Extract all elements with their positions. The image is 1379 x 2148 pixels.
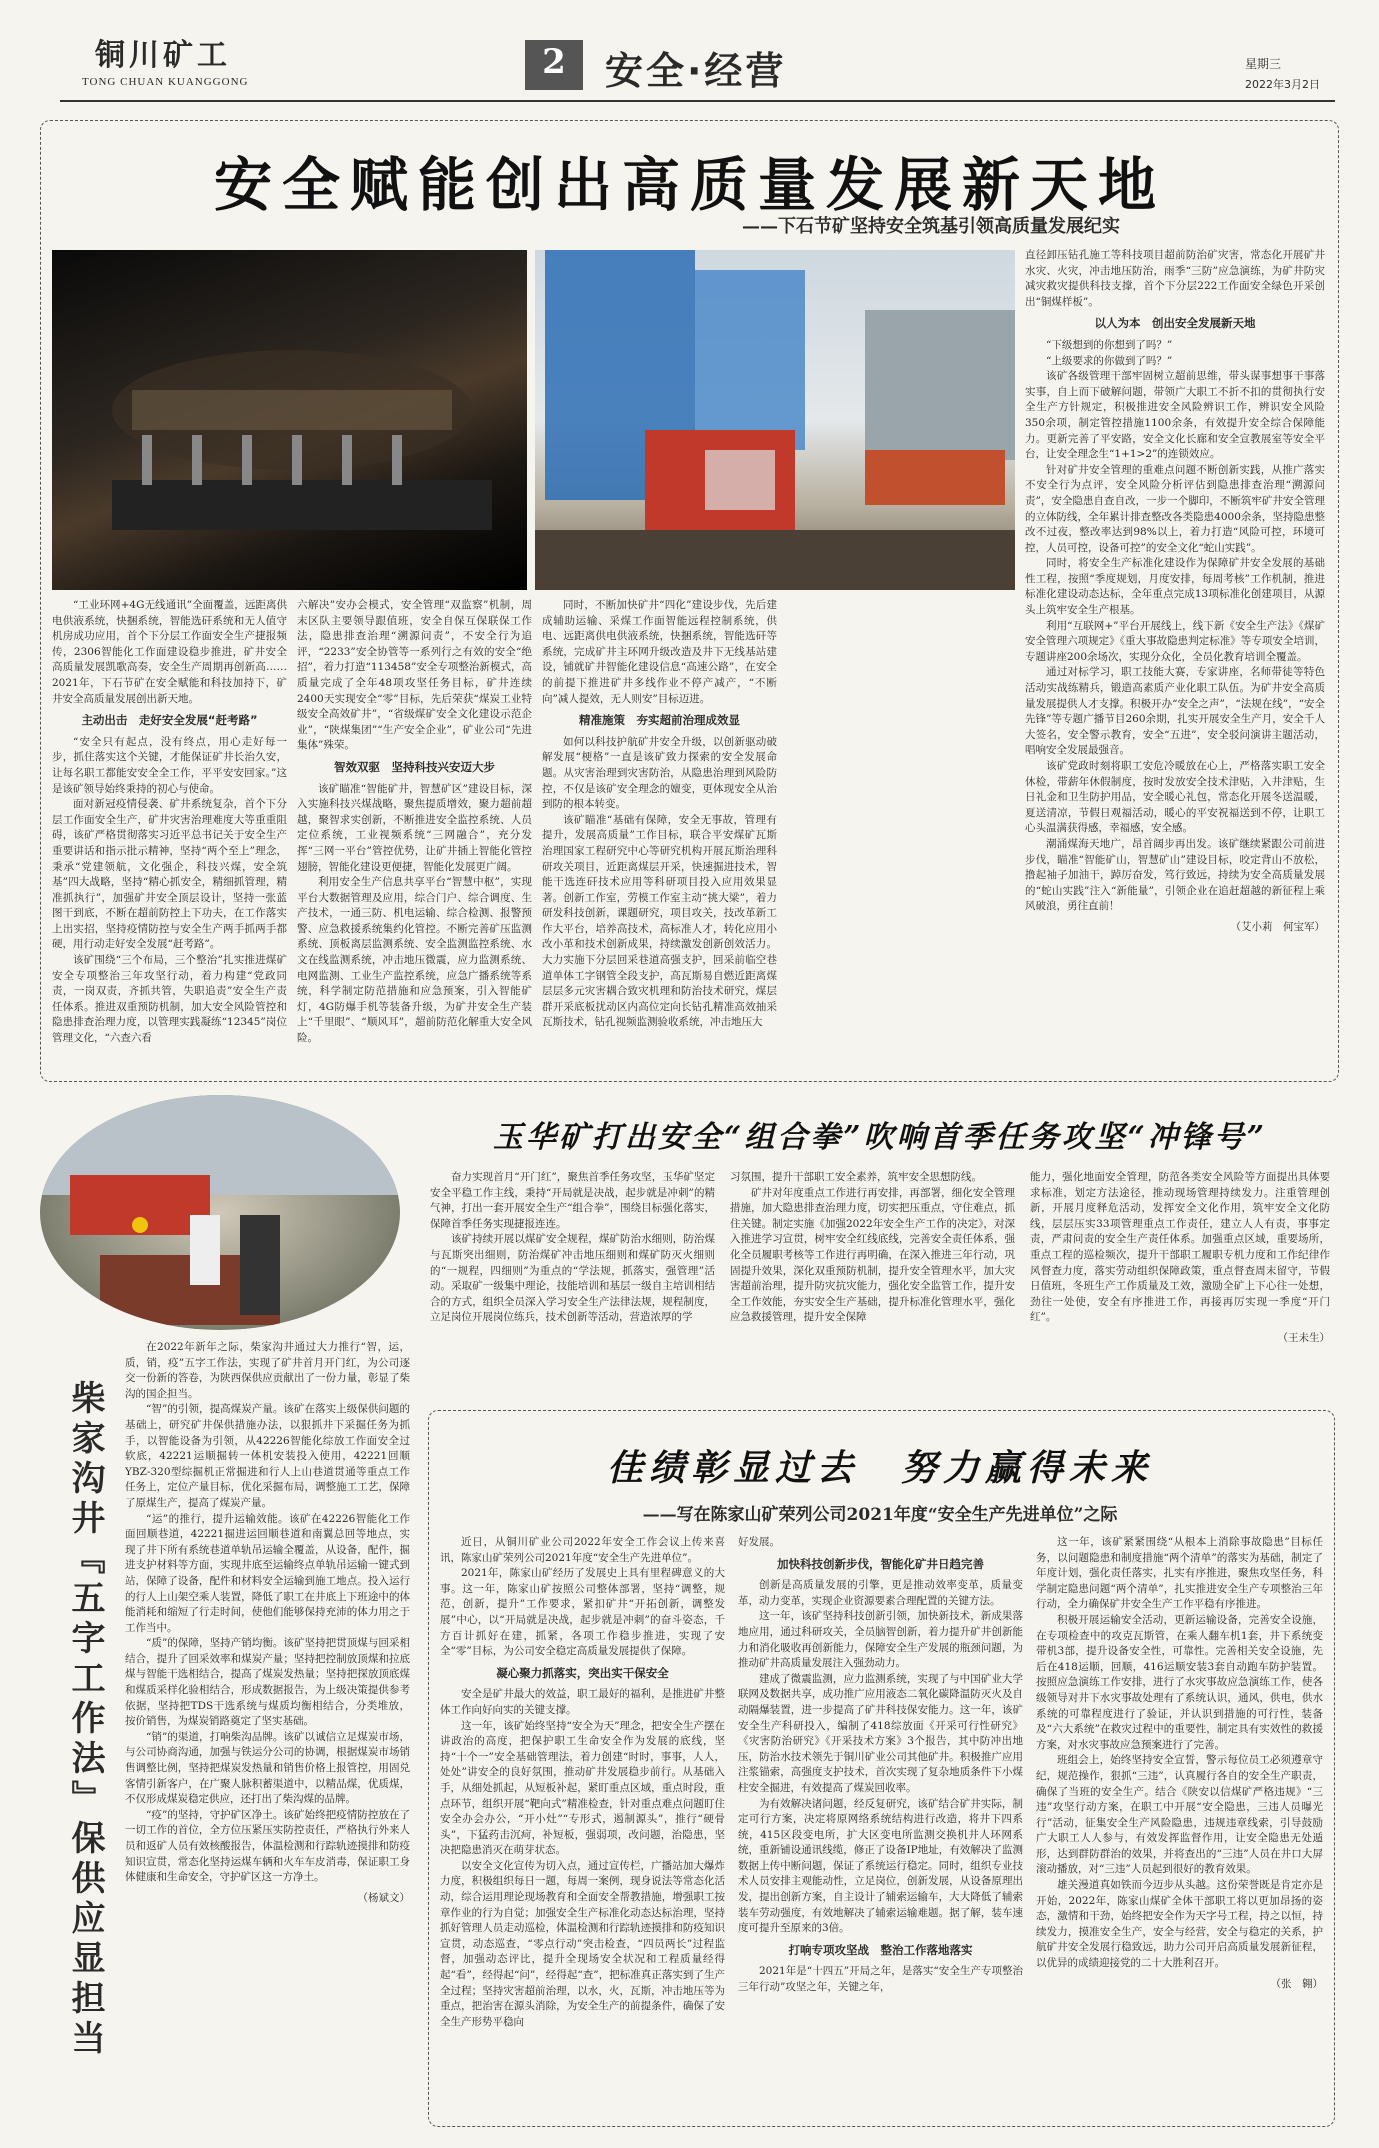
chenjiashan-paragraph: 班组会上，始终坚持安全宣誓，警示每位员工必须遵章守纪，规范操作，狠抓“三违”，认真履行各自的安全生产职责，确保了当班的安全生产。结合《陕安以信煤矿严格违规》“三违”攻坚行动方案，在职工中开展“安全隐患，三违人员曝光行”活动，征集安全生产风险隐患，违规违章线索，引导鼓励广大职工人人参与，有效发挥监督作用，让安全隐患无处遁形，达到群防群治的效果，并将查出的“三违”人员在井口大屏滚动播放，对“三违”人员起到很好的教育效果。 <box>1036 1754 1323 1876</box>
chenjiashan-paragraph: 以安全文化宣传为切入点，通过宣传栏，广播站加大爆炸力度，积极组织每日一题，每周一案例，现身说法等常态化活动，综合运用理论现场教育和全面安全帮教措施，增强职工按章作业的行为自觉；加强安全生产标准化动态达标治理，坚持抓好管理人员走动巡检，体温检测和行踪轨迹摸排和防疫知识宣贯，动态巡查，“零点行动”突击检查，“四员两长”过程监督，加强动态评比，提升全现场安全状况和工程质量经得起“看”，经得起“问”，经得起“查”，把标准真正落实到了生产全过程；坚持灾害超前治理，以水，火，瓦斯，冲击地压等为重点，把治害在源头消除，为安全生产的前提条件，确保了安全生产形势平稳向 <box>440 1859 725 2028</box>
paper-name-pinyin: TONG CHUAN KUANGGONG <box>82 76 249 88</box>
lead-paragraph: “安全只有起点，没有终点，用心走好每一步，抓住落实这个关键，才能保证矿井长治久安，让每名职工都能安安全全工作，平平安安回家。”这是该矿领导始终秉持的初心与使命。 <box>52 735 287 795</box>
lead-section-heading: 智效双驱 坚持科技兴安迈大步 <box>334 759 495 774</box>
chaijia-vertical-headline: 柴家沟井『五字工作法』保供应显担当 <box>65 1380 105 2060</box>
chenjiashan-paragraph: 这一年，该矿坚持科技创新引领，加快新技术，新成果落地应用，通过科研攻关，全员脑智创新，着力提升矿井创新能力和消化吸收再创新能力，保障安全生产发展的瓶颈问题，为推动矿井高质量发展注入强劲动力。 <box>738 1610 1023 1670</box>
chaijia-paragraph: “销”的渠道，打响柴沟品牌。该矿以诚信立足煤炭市场，与公司协商沟通，加强与铁运分公司的协调，根据煤炭市场销售调整比例，坚持把煤炭发热量和销售价格上报管控，用固兑客情引新客户，在广聚人脉积蓄渠道中，以精品煤，优质煤，不仅形成煤炭稳定供应，还打出了柴沟煤的品牌。 <box>125 1730 410 1806</box>
lead-paragraph: 利用“互联网+”平台开展线上，线下新《安全生产法》《煤矿安全管理六项规定》《重大事故隐患判定标准》等专项安全培训，专题讲座200余场次，实现分众化，全员化教育培训全覆盖。 <box>1025 619 1325 663</box>
lead-subtitle: ——下石节矿坚持安全筑基引领高质量发展纪实 <box>742 216 1120 237</box>
chaijia-body <box>125 1340 410 2100</box>
lead-section-heading: 主动出击 走好安全发展“赶考路” <box>81 713 258 728</box>
lead-column-1 <box>52 598 287 1068</box>
lead-paragraph: 同时，将安全生产标准化建设作为保障矿井安全发展的基础性工程，按照“季度规划，月度安排，每周考核”工作机制，推进标准化建设动态达标，全年重点完成13项标准化创建项目，从源头上筑牢安全生产根基。 <box>1025 557 1325 617</box>
chenjiashan-section-heading: 打响专项攻坚战 整治工作落地落实 <box>788 1942 973 1957</box>
section-title: 安全·经营 <box>605 49 787 93</box>
yuhua-column-2 <box>730 1170 1015 1400</box>
chaijia-paragraph: 在2022年新年之际，柴家沟井通过大力推行“智，运，质，销，疫”五字工作法，实现了矿井首月开门红，为公司逐交一份新的答卷，为陕西保供应贡献出了一份力量，彰显了柴沟的国企担当。 <box>125 1341 410 1400</box>
chenjiashan-paragraph: 安全是矿井最大的效益，职工最好的福利，是推进矿井整体工作向好向实的关键支撑。 <box>440 1688 725 1716</box>
chenjiashan-paragraph: 这一年，该矿始终坚持“安全为天”理念，把安全生产摆在讲政治的高度，把保护职工生命安全作为发展的底线，坚持“十个一”安全基础管理法，着力创建“时时，事事，人人，处处”讲安全的良好氛围，推动矿井发展稳步前行。从基础入手，从细处抓起，从短板补起，紧盯重点区域，重点时段，重点环节，组织开展“靶向式”精准检查，针对重点难点问题盯住安全办会办公，“开小灶”“专形式，遏制源头”，推行“硬骨头”，下猛药击沉疴，补短板，强弱项，改问题，治隐患，坚决把隐患消灭在萌芽状态。 <box>440 1719 725 1857</box>
yuhua-paragraph: 该矿持续开展以煤矿安全规程，煤矿防治水细则，防治煤与瓦斯突出细则，防治煤矿冲击地压细则和煤矿防灭火细则的“一规程，四细则”为重点的“学法规，抓落实，强管理”活动。采取矿一级集中理论，技能培训和基层一级自主培训相结合的方式，组织全员深入学习安全生产法律法规，规程制度，立足岗位开展岗位练兵，技术创新等活动，营造浓厚的学 <box>430 1233 715 1324</box>
issue-date: 2022年3月2日 <box>1245 78 1320 91</box>
chaijia-paragraph: “疫”的坚持，守护矿区净土。该矿始终把疫情防控放在了一切工作的首位，全方位压紧压实防控责任，严格执行外来人员和返矿人员有效核酸报告，体温检测和行踪轨迹摸排和防疫知识宣贯，常态化坚持运煤车辆和火车车皮消毒，保证职工身体健康和生命安全，守护矿区这一方净土。 <box>125 1808 410 1884</box>
lead-paragraph: “上级要求的你做到了吗？” <box>1046 354 1173 367</box>
tunnel-illustration <box>52 250 527 590</box>
chenjiashan-paragraph: 2021年，陈家山矿经历了发展史上具有里程碑意义的大事。这一年，陈家山矿按照公司整体部署，坚持“调整，规范，创新，提升”工作要求，紧扣矿井“开拓创新，调整发展”中心，以“开局就是决战，起步就是冲刺”的奋斗姿态，千方百计抓好在建，抓紧，各项工作稳步推进，实现了安全“零”目标，为公司安全稳定高质量发展提供了保障。 <box>440 1567 725 1658</box>
lead-paragraph: “工业环网+4G无线通讯”全面覆盖，远距离供电供液系统，快捆系统，智能选矸系统和无人值守机房成功应用，首个下分层工作面安全生产捷报频传，2306智能化工作面建设稳步推进，矿井安全高质量发展凯歌高奏，安全生产周期再创新高……2021年，下石节矿在安全赋能和科技加持下，矿井安全高质量发展创出新天地。 <box>52 599 287 705</box>
yuhua-paragraph: 奋力实现首月“开门红”，聚焦首季任务攻坚，玉华矿坚定安全平稳工作主线，秉持“开局就是决战，起步就是冲刺”的精气神，打出一套开展安全生产“组合拳”，围绕目标强化落实，保障首季任务实现捷报连连。 <box>430 1171 715 1230</box>
byline: （杨斌文） <box>357 1891 410 1904</box>
chenjiashan-paragraph: 2021年是“十四五”开局之年，是落实“安全生产专项整治三年行动”攻坚之年，关键之年， <box>738 1965 1023 1994</box>
chaijia-paragraph: “运”的推行，提升运输效能。该矿在42226智能化工作面回顺巷道，42221掘进运回顺巷道和南翼总回等地点，实现了井下所有系统巷道单轨吊运输全覆盖，从设备，配件，掘进支护材料等方面，实现井底至运输终点单轨吊运输一键式到站，保障了设备，配件和材料安全运输到施工地点。投入运行的行人上山架空乘人装置，降低了职工在井底上下班途中的体能消耗和缩短了行走时间，使他们能够保持充沛的体力用之于工作当中。 <box>125 1512 410 1634</box>
lead-paragraph: 同时，不断加快矿井“四化”建设步伐，先后建成辅助运输、采煤工作面智能远程控制系统，供电、远距离供电供液系统，快捆系统，智能选矸等系统，完成矿井主环网升级改造及井下无线基站建设，铺就矿井智能化建设信息“高速公路”，在安全的前提下推进矿井多线作业不停产减产，“不断向”减人提效，无人则安”目标迈进。 <box>542 599 777 705</box>
checkpoint-illustration <box>40 1095 400 1330</box>
epidemic-checkpoint-photo <box>40 1095 400 1330</box>
lead-paragraph: 潮涌煤海天地广，昂首阔步再出发。该矿继续紧跟公司前进步伐，瞄准“智能矿山，智慧矿山”建设目标，咬定背山不放松，撸起袖子加油干，踔厉奋发，笃行致远，持续为安全高质量发展的“蛇山实践”注入“新能量”，引领企业在追赶超越的新征程上乘风破浪，勇往直前！ <box>1025 837 1325 913</box>
lead-paragraph: 六解决”安办会模式，安全管理“双监察”机制，周末区队主要领导跟值班，安全自保互保联保工作法，隐患排查治理“溯源问责”，不安全行为追评，“2233”安全协管等一系列行之有效的安全“绝招”，着力打造“113458”安全专项整治新模式，高质量完成了全年48项攻坚任务目标，矿井连续2400天实现安全“零”目标，先后荣获“煤炭工业特级安全高效矿井”，“省级煤矿安全文化建设示范企业”，“陕煤集团”“生产安全企业”，矿业公司“先进集体”殊荣。 <box>297 599 532 752</box>
yuhua-column-1 <box>430 1170 715 1400</box>
chenjiashan-paragraph: 好发展。 <box>738 1536 780 1548</box>
lead-column-2 <box>297 598 532 1068</box>
lead-paragraph: 通过对标学习，职工技能大赛，专家讲座，名师带徒等特色活动实战练精兵，锻造高素质产业化职工队伍。为矿井安全高质量发展提供人才支撑。积极开办“安全之声”，“法规在线”，“安全先锋”等专题广播节目260余期，扎实开展安全生产月，安全千人大签名，安全警示教育，安全“五进”，安全驳问演讲主题活动，唱响安全发展最强音。 <box>1025 666 1325 757</box>
byline: （王未生） <box>1277 1331 1330 1344</box>
masthead-rule <box>60 100 1335 102</box>
lead-paragraph: 该矿党政时刻将职工安危冷暖放在心上，严格落实职工安全休检，带薪年休假制度，按时发放安全技术津贴，入井津贴，生日礼金和卫生防护用品，安全暖心礼包，常态化开展冬送温暖，夏送清凉，节假日观福活动，暖心的平安祝福送到不停，让职工心头温满获得感，幸福感，安全感。 <box>1025 760 1325 835</box>
lead-paragraph: “下级想到的你想到了吗？” <box>1046 338 1173 351</box>
chenjiashan-paragraph: 为有效解决诸问题，经反复研究，该矿结合矿井实际，制定可行方案，决定将原网络系统结构进行改造，将井下四系统，415区段变电所，扩大区变电所监测交换机井人环网系统，重新铺设通讯线缆，修正了设备IP地址，有效解决了监测数据上传中断问题，保证了系统运行稳定。同时，组织专业技术人员安排主观能动性，立足岗位，创新发展，从设备原理出发，提出创新方案，自主设计了辅索运输车，大大降低了辅索装车劳动强度，有效地解决了辅索运输难题。据了解，装车速度可提升至原来的3倍。 <box>738 1797 1023 1935</box>
chenjiashan-paragraph: 近日，从铜川矿业公司2022年安全工作会议上传来喜讯，陈家山矿荣列公司2021年度“安全生产先进单位”。 <box>440 1536 725 1564</box>
chenjiashan-paragraph: 创新是高质量发展的引擎，更是推动效率变革，质量变革，动力变革，实现企业资源要素合理配置的关键方法。 <box>738 1579 1023 1607</box>
paper-name: 铜川矿工 <box>95 38 231 73</box>
byline: （张 翱） <box>1270 1977 1323 1990</box>
lead-section-heading: 以人为本 创出安全发展新天地 <box>1094 316 1256 331</box>
chenjiashan-paragraph: 雄关漫道真如铁而今迈步从头越。这份荣誉既是肯定亦是开始，2022年，陈家山煤矿全体干部职工将以更加昂扬的姿态，激情和干劲，始终把安全作为天字号工程，持之以恒，持续发力，摸准安全生产，安全与经营，安全与稳定的关系，护航矿井安全发展行稳致远，助力公司开启高质量发展新征程，以优异的成绩迎接党的二十大胜利召开。 <box>1036 1879 1323 1970</box>
chaijia-paragraph: “智”的引领，提高煤炭产量。该矿在落实上级保供问题的基础上，研究矿井保供措施办法，以狠抓井下采掘任务为抓手，以智能设备为引领，从42226智能化综放工作面安全过软底，42221运顺掘转一体机安装投入使用，42221回顺YBZ-320型综掘机正常掘进和行人上山巷道贯通等重点工作任务上，定位产量目标，优化采掘布局，调整施工工艺，保障了原煤生产，提高了煤炭产量。 <box>125 1403 410 1509</box>
lead-paragraph: 利用安全生产信息共享平台“智慧中枢”，实现平台大数据管理及应用，综合门户、综合调度、生产技术，一通三防、机电运输、综合检测、报警预警、应急救援系统集约化管控。不断完善矿压监测系统、顶板离层监测系统、安全监测监控系统、水文在线监测系统，冲击地压微震，应力监测系统、电网监测、工业生产监控系统，应急广播系统等系统，科学制定防范措施和应急预案，引入智能矿灯，4G防爆手机等装备升级，为矿井安全生产装上“千里眼”、“顺风耳”，超前防范化解重大安全风险。 <box>297 876 532 1045</box>
lead-paragraph: 该矿瞄准“基础有保障，安全无事故，管理有提升，发展高质量”工作目标，联合平安煤矿瓦斯治理国家工程研究中心等研究机构开展瓦斯治理科研攻关项目，近距离煤层开采，快速掘进技术，智能干选连矸技术应用等科研项目投入应用效果显著。创新工作室，劳模工作室主动“挑大梁”，着力研发科技创新，课题研究，项目攻关，技改革新工作大平台，培养高技术，高标准人才，转化应用小改小革和技术创新成果，持续激发创新创效活力。大力实施下分层回采巷道高强支护，回采前临空巷道单体工字钢管全段支护，高瓦斯易自燃近距离煤层层多元灾害耦合致灾机理和防治技术研究，煤层群开采底板扰动区内高位定向长钻孔精准高效抽采瓦斯技术，钻孔视频监测验收系统，冲击地压大 <box>542 813 777 1029</box>
chenjiashan-section-heading: 凝心聚力抓落实，突出实干保安全 <box>496 1665 669 1680</box>
lead-paragraph: 面对新冠疫情侵袭、矿井系统复杂，首个下分层工作面安全生产，矿井灾害治理难度大等重重阻碍，该矿严格贯彻落实习近平总书记关于安全生产重要讲话和指示批示精神，坚持“两个至上”理念，秉承“党建领航，文化强企，科技兴煤，安全筑基”四大战略，坚持“精心抓安全，精细抓管理，精准抓执行”，加强矿井安全顶层设计，坚持一张蓝图干到底，不断在超前防控上下功夫，在工作落实上出实招，坚持疫情防控与安全生产两手抓两手都硬，用行动走好安全发展“赶考路”。 <box>52 798 287 951</box>
chenjiashan-headline: 佳绩彰显过去 努力赢得未来 <box>606 1447 1153 1489</box>
chenjiashan-subtitle: ——写在陈家山矿荣列公司2021年度“安全生产先进单位”之际 <box>642 1505 1118 1525</box>
lead-paragraph: 针对矿井安全管理的重难点问题不断创新实践，从推广落实不安全行为点评，安全风险分析评估到隐患排查治理“溯源问责”，安全隐患自查自改，一步一个脚印，不断筑牢矿井安全管理的立体防线，全年累计排查整改各类隐患4000余条，坚持隐患整改不过夜，整改率达到98%以上，着力打造“风险可控，环境可控，人员可控，设备可控”的安全文化“蛇山实践”。 <box>1025 463 1325 554</box>
lead-column-3 <box>542 598 777 1068</box>
chenjiashan-paragraph: 这一年，该矿紧紧围绕“从根本上消除事故隐患”目标任务，以问题隐患和制度措施“两个清单”的落实为基础，制定了年度计划，强化责任落实，扎实有序推进，聚焦攻坚任务，科学制定隐患问题“两个清单”，扎实推进安全生产专项整治三年行动，全力确保矿井安全生产工作平稳有序推进。 <box>1036 1536 1323 1611</box>
weekday: 星期三 <box>1245 57 1282 71</box>
yuhua-paragraph: 能力，强化地面安全管理，防范各类安全风险等方面提出具体要求标准，划定方法途径，推动现场管理持续发力。注重管理创新，开展月度释危活动，发挥安全文化作用，筑牢安全文化防线，层层压实33项管理重点工作责任，建立人人有责，事事定责，严肃问责的安全生产责任体系。加强重点区域，重要场所，重点工程的巡检频次，提升干部职工履职专机力度和工作纪律作风督查力度，落实劳动组织保障政策，重点督查周末留守，节假日值班，冬班生产工作质量及工效，激励全矿上下心往一处想，劲往一处使，安全有序推进工作，再接再厉实现一季度“开门红”。 <box>1030 1171 1330 1324</box>
masthead <box>0 0 1379 110</box>
chaijia-paragraph: “质”的保障，坚持产销均衡。该矿坚持把贯顶煤与回采相结合，提升了回采效率和煤炭产量；坚持把控制放顶煤和拉底煤与智能干选相结合，提高了煤炭发热量；坚持把探放顶底煤和煤质采样化验相结合，形成数据报告，为上级决策提供参考依据，坚持把TDS干选系统与煤质均衡相结合，分类堆放，按价销售，为煤炭销路奠定了坚实基础。 <box>125 1637 410 1728</box>
yuhua-paragraph: 习氛围，提升干部职工安全素养，筑牢安全思想防线。 <box>730 1171 982 1183</box>
mine-tunnel-photo <box>52 250 527 590</box>
chenjiashan-paragraph: 建成了微震监测，应力监测系统，实现了与中国矿业大学联网及数据共享，成功推广应用液态二氧化碳降温防灭火及自动隔爆装置，进一步提高了矿井科技保安能力。这一年，该矿安全生产科研投入，编制了418综放面《开采可行性研究》《灾害防治研究》《开采技术方案》3个报告，其中防冲出地压，防治水技术领先于铜川矿业公司其他矿井。积极推广应用注浆锚索，高强度支护技术，首次实现了复杂地质条件下小煤柱安全掘进，有效提高了煤炭回收率。 <box>738 1672 1023 1794</box>
loading-station-illustration <box>535 250 1015 590</box>
lead-headline: 安全赋能创出高质量发展新天地 <box>213 151 1166 219</box>
lead-paragraph: 直径卸压钻孔施工等科技项目超前防治矿灾害，常态化开展矿井水灾、火灾，冲击地压防治，雨季“三防”应急演练，为矿井防灾减灾救灾提供科技支撑，首个下分层222工作面安全绿色开采创出“铜煤样板”。 <box>1025 249 1325 308</box>
yuhua-paragraph: 矿井对年度重点工作进行再安排，再部署，细化安全管理措施，加大隐患排查治理力度，切实把压重点，守住难点，抓住关键。制定实施《加强2022年安全生产工作的决定》，对深入推进学习宣贯，树牢安全红线底线，完善安全责任体系，强化全员履职考核等工作进行再明确，在深入推进三年行动，巩固提升效果，深化双重预防机制，提升安全管理水平，加大灾害超前治理，提升防灾抗灾能力，强化安全监管工作，提升安全工作效能，夯实安全生产基础，提升标准化管理水平，强化应急救援管理，提升安全保障 <box>730 1186 1015 1324</box>
yuhua-column-3 <box>1030 1170 1330 1400</box>
chenjiashan-column-1 <box>440 1535 725 2120</box>
chenjiashan-paragraph: 积极开展运输安全活动，更新运输设备，完善安全设施，在专项检查中的攻克瓦斯管，在乘人翻车机1套，井下系统变带机3部，提升设备安全性，可靠性。完善相关安全设施，先后在418运顺，回顺，416运顺安装3套自动跑车防护装置。按照应急演练工作安排，进行了水灾事故应急演练工作，使各级领导对井下水灾事故处理有了系统认识，通风，供电，供水系统的可靠程度进行了验证，并认识到措施的可行性，装备及“六大系统”在救灾过程中的重要性，制定具有实效性的救援方案，对水灾事故应急预案进行了完善。 <box>1036 1613 1323 1751</box>
lead-paragraph: 该矿瞄准“智能矿井，智慧矿区”建设目标，深入实施科技兴煤战略，聚焦提质增效，聚力超前超越，聚智求实创新，不断推进安全监控系统、人员定位系统，工业视频系统“三网融合”，充分发挥“三网一平台”管控优势，让矿井插上智能化管控翅膀，智能化建设更便捷，智能化发展更广阔。 <box>297 782 532 873</box>
lead-section-heading: 精准施策 夯实超前治理成效显 <box>579 713 740 728</box>
page-number: 2 <box>542 42 566 82</box>
chenjiashan-column-2 <box>738 1535 1023 2120</box>
lead-paragraph: 如何以科技护航矿井安全升级，以创新驱动破解发展“梗格”一直是该矿致力探索的安全发展命题。从灾害治理到灾害防治，从隐患治理到风险防控，不仅是该矿安全理念的嬗变，更体现安全从治到防的根本转变。 <box>542 735 777 811</box>
lead-column-4 <box>1025 248 1325 1068</box>
lead-paragraph: 该矿围绕“三个布局，三个整治”扎实推进煤矿安全专项整治三年攻坚行动，着力构建“党政同责，一岗双责，齐抓共管，失职追责”安全生产责任体系。推进双重预防机制，加大安全风险管控和隐患排查治理力度，以管理实践凝练“12345”岗位管理文化，“六查六看 <box>52 954 287 1045</box>
coal-truck-photo <box>535 250 1015 590</box>
yuhua-headline: 玉华矿打出安全“组合拳”吹响首季任务攻坚“冲锋号” <box>492 1120 1268 1155</box>
chenjiashan-column-3 <box>1036 1535 1323 2120</box>
chenjiashan-section-heading: 加快科技创新步伐，智能化矿井日趋完善 <box>777 1556 984 1571</box>
byline: （艾小莉 何宝军） <box>1230 920 1325 933</box>
lead-paragraph: 该矿各级管理干部牢固树立超前思维，带头谋事想事干事落实事，自上而下破解问题，带领广大职工不折不扣的贯彻执行安全生产方针规定，积极推进安全风险辨识工作，辨识安全风险350余项，制定管控措施1100余条，有效提升安全综合保障能力。更新完善了平安路，安全文化长廊和安全宣教展室等安全平台，让安全理念生“1+1>2”的连锁效应。 <box>1025 370 1325 461</box>
